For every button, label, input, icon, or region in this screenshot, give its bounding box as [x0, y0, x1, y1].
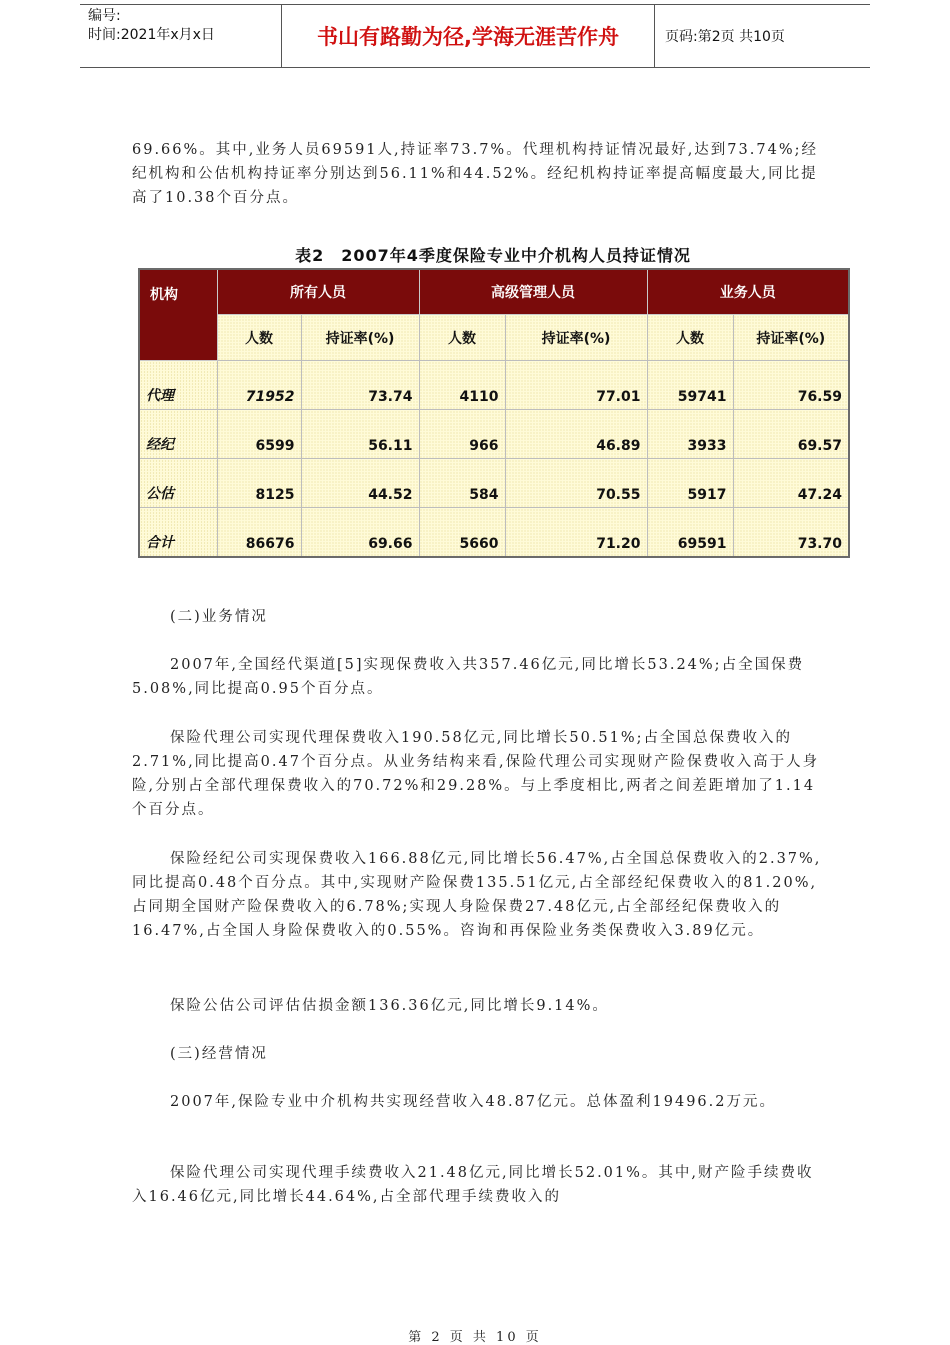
certification-table	[138, 268, 850, 558]
table-cell: 71.20	[505, 508, 647, 558]
table-row	[139, 508, 849, 558]
page-header	[80, 4, 870, 68]
row-label: 公估	[139, 459, 217, 508]
header-corner: 机构	[139, 269, 217, 361]
subheader-count: 人数	[419, 315, 505, 361]
table-cell: 6599	[217, 410, 301, 459]
row-label: 合计	[139, 508, 217, 558]
table-cell: 86676	[217, 508, 301, 558]
number-label: 编号:	[88, 8, 121, 24]
paragraph-1: 69.66%。其中,业务人员69591人,持证率73.7%。代理机构持证情况最好,达到73.74%;经纪机构和公估机构持证率分别达到56.11%和44.52%。经纪机构持证率提高幅度最大,同比提高了10.38个百分点。	[132, 142, 818, 206]
table-cell: 44.52	[301, 459, 419, 508]
section-heading-business: (二)业务情况	[170, 609, 268, 625]
table-cell: 59741	[647, 361, 733, 410]
table-cell: 73.70	[733, 508, 849, 558]
header-page-label: 页码:第2页 共10页	[665, 29, 785, 45]
table-cell: 584	[419, 459, 505, 508]
table-title: 表2 2007年4季度保险专业中介机构人员持证情况	[295, 246, 691, 265]
time-label: 时间:2021年x月x日	[88, 27, 215, 43]
table-cell: 966	[419, 410, 505, 459]
header-motto: 书山有路勤为径,学海无涯苦作舟	[282, 5, 655, 67]
paragraph-6: 2007年,保险专业中介机构共实现经营收入48.87亿元。总体盈利19496.2万元。	[170, 1094, 776, 1110]
table-cell: 69.66	[301, 508, 419, 558]
table-row	[139, 459, 849, 508]
paragraph-5: 保险公估公司评估估损金额136.36亿元,同比增长9.14%。	[170, 998, 609, 1014]
table-cell: 5660	[419, 508, 505, 558]
paragraph-3: 保险代理公司实现代理保费收入190.58亿元,同比增长50.51%;占全国总保费收入的2.71%,同比提高0.47个百分点。从业务结构来看,保险代理公司实现财产险保费收入高于人身险,分别占全部代理保费收入的70.72%和29.28%。与上季度相比,两者之间差距增加了1.14个百分点。	[132, 730, 820, 818]
subheader-rate: 持证率(%)	[301, 315, 419, 361]
table-cell: 70.55	[505, 459, 647, 508]
page-footer: 第 2 页 共 10 页	[408, 1330, 542, 1345]
table-cell: 73.74	[301, 361, 419, 410]
table-cell: 56.11	[301, 410, 419, 459]
table-row	[139, 410, 849, 459]
row-label: 代理	[139, 361, 217, 410]
row-label: 经纪	[139, 410, 217, 459]
subheader-rate: 持证率(%)	[505, 315, 647, 361]
subheader-count: 人数	[217, 315, 301, 361]
group-business-staff: 业务人员	[647, 269, 849, 315]
subheader-rate: 持证率(%)	[733, 315, 849, 361]
group-all-staff: 所有人员	[217, 269, 419, 315]
table-cell: 8125	[217, 459, 301, 508]
table-cell: 3933	[647, 410, 733, 459]
header-meta	[80, 5, 282, 67]
group-senior-management: 高级管理人员	[419, 269, 647, 315]
table-cell: 4110	[419, 361, 505, 410]
paragraph-7: 保险代理公司实现代理手续费收入21.48亿元,同比增长52.01%。其中,财产险手续费收入16.46亿元,同比增长44.64%,占全部代理手续费收入的	[132, 1165, 814, 1205]
table-cell: 46.89	[505, 410, 647, 459]
paragraph-4: 保险经纪公司实现保费收入166.88亿元,同比增长56.47%,占全国总保费收入的2.37%,同比提高0.48个百分点。其中,实现财产险保费135.51亿元,占全部经纪保费收入的81.20%,占同期全国财产险保费收入的6.78%;实现人身险保费27.48亿元,占全部经纪保费收入的16.47%,占全国人身险保费收入的0.55%。咨询和再保险业务类保费收入3.89亿元。	[132, 851, 822, 939]
table-cell: 76.59	[733, 361, 849, 410]
table-cell: 71952	[217, 361, 301, 410]
subheader-count: 人数	[647, 315, 733, 361]
paragraph-2: 2007年,全国经代渠道[5]实现保费收入共357.46亿元,同比增长53.24%;占全国保费5.08%,同比提高0.95个百分点。	[132, 657, 805, 697]
table-row	[139, 361, 849, 410]
table-cell: 69.57	[733, 410, 849, 459]
table-cell: 77.01	[505, 361, 647, 410]
table-cell: 5917	[647, 459, 733, 508]
table-cell: 69591	[647, 508, 733, 558]
table-cell: 47.24	[733, 459, 849, 508]
section-heading-operations: (三)经营情况	[170, 1046, 268, 1062]
